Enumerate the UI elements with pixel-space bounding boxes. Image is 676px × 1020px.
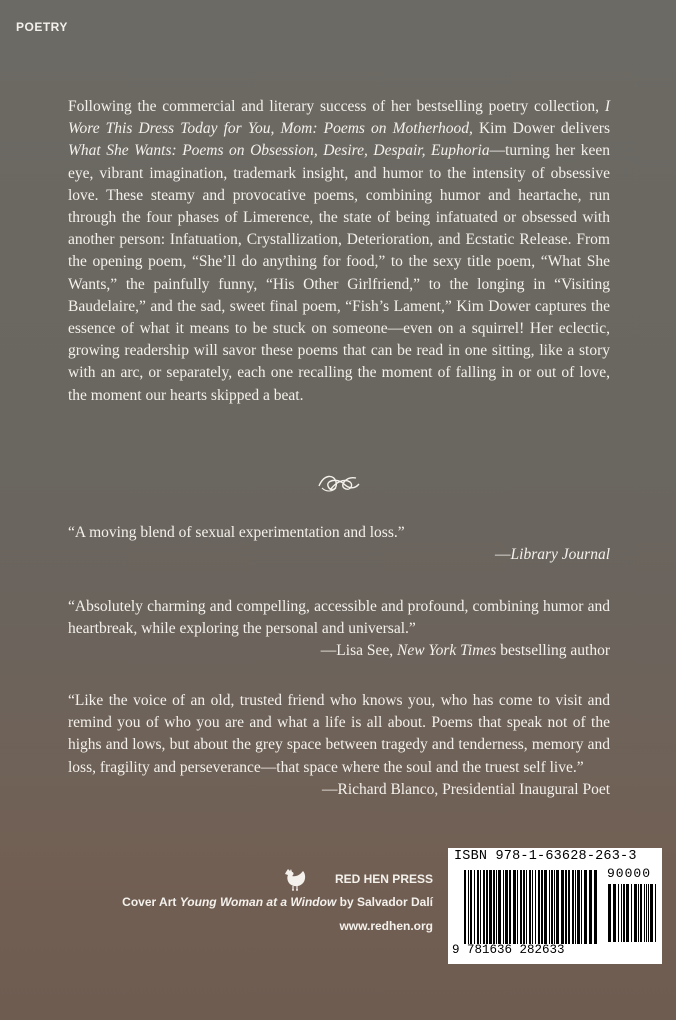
barcode-bar	[532, 870, 533, 944]
barcode-bar	[618, 884, 619, 942]
cover-art-title: Young Woman at a Window	[179, 895, 337, 909]
quote-attribution	[68, 544, 610, 566]
barcode-bar	[486, 870, 488, 944]
barcode-bar	[613, 884, 616, 942]
quote-text: “A moving blend of sexual experimentation and loss.”	[68, 524, 405, 541]
barcode-bar	[568, 870, 570, 944]
quote-text: “Like the voice of an old, trusted friend who knows you, who has come to visit and remind you of who you are and what a life is all about. Poems that speak not of the highs and lows, but about the grey space between tragedy and tenderness, memory and loss, fragility and perseverance—that space where the soul and the truest self live.”	[68, 692, 610, 776]
barcode-bar	[541, 870, 543, 944]
publisher-website: www.redhen.org	[339, 919, 433, 933]
barcode-bar	[623, 884, 625, 942]
barcode-bar	[474, 870, 475, 944]
barcode-bar	[648, 884, 649, 942]
back-cover-blurb	[68, 96, 610, 407]
barcode-bar	[509, 870, 511, 944]
barcode-bar	[544, 870, 547, 944]
barcode-bar	[561, 870, 564, 944]
isbn-barcode	[448, 848, 662, 964]
barcode-bar	[626, 884, 629, 942]
book-title-motherhood: I Wore This Dress Today for You, Mom: Poems on Motherhood	[68, 98, 610, 138]
barcode-bar	[556, 870, 559, 944]
publisher-name: RED HEN PRESS	[334, 872, 433, 886]
barcode-bar	[468, 870, 469, 944]
barcode-bar	[640, 884, 642, 942]
barcode-bar	[535, 870, 536, 944]
barcode-bar	[646, 884, 647, 942]
barcode-bar	[594, 870, 597, 944]
barcode-bar	[644, 884, 645, 942]
review-quote-library-journal	[68, 522, 610, 566]
barcode-bar	[638, 884, 639, 942]
attr-prefix: —	[495, 546, 511, 564]
barcode-bar	[489, 870, 492, 944]
barcode-bar	[505, 870, 508, 944]
blurb-paragraph	[68, 96, 610, 407]
barcode-bar	[631, 884, 632, 942]
barcode-bar	[480, 870, 481, 944]
barcode-bar	[577, 870, 580, 944]
red-hen-logo-icon	[282, 866, 308, 892]
review-quote-richard-blanco	[68, 690, 610, 801]
ean-digits: 9 781636 282633	[452, 943, 565, 957]
barcode-bar	[551, 870, 553, 944]
barcode-bar	[517, 870, 518, 944]
price-code: 90000	[607, 866, 652, 881]
genre-label: POETRY	[16, 20, 68, 34]
barcode-bar	[554, 870, 555, 944]
isbn-number: ISBN 978-1-63628-263-3	[454, 849, 637, 864]
barcode-bar	[523, 870, 525, 944]
barcode-bar	[572, 870, 574, 944]
attr-source: Library Journal	[510, 546, 610, 564]
barcode-bar	[513, 870, 516, 944]
barcode-bar	[503, 870, 504, 944]
barcode-bar	[634, 884, 637, 942]
attr-prefix: —Richard Blanco, Presidential Inaugural Poet	[322, 780, 610, 798]
cover-art-prefix: Cover Art	[122, 895, 180, 909]
barcode-bar	[464, 870, 466, 944]
barcode-bar	[655, 884, 656, 942]
review-quote-lisa-see	[68, 596, 610, 663]
barcode-bar	[650, 884, 653, 942]
barcode-bar	[520, 870, 522, 944]
price-barcode-bars	[608, 884, 656, 948]
barcode-bar	[581, 870, 582, 944]
barcode-bar	[496, 870, 497, 944]
blurb-mid: , Kim Dower delivers	[469, 120, 610, 138]
barcode-bar	[608, 884, 611, 942]
barcode-bar	[589, 870, 592, 944]
barcode-bar	[538, 870, 540, 944]
barcode-bar	[529, 870, 531, 944]
blurb-intro: Following the commercial and literary success of her bestselling poetry collection,	[68, 98, 605, 115]
barcode-bar	[575, 870, 576, 944]
barcode-bar	[477, 870, 479, 944]
attr-prefix: —Lisa See,	[320, 642, 397, 660]
barcode-bar	[483, 870, 485, 944]
ean-barcode-bars	[464, 870, 598, 944]
barcode-bar	[498, 870, 501, 944]
quote-attribution	[68, 779, 610, 801]
cover-art-credit	[122, 895, 433, 909]
cover-art-artist: by Salvador Dalí	[336, 895, 433, 909]
barcode-bar	[549, 870, 550, 944]
barcode-bar	[584, 870, 587, 944]
attr-source: New York Times	[397, 642, 497, 660]
book-title-what-she-wants: What She Wants: Poems on Obsession, Desire, Despair, Euphoria	[68, 142, 490, 160]
barcode-bar	[565, 870, 567, 944]
fleuron-ornament-icon	[316, 470, 362, 496]
attr-suffix: bestselling author	[496, 642, 610, 660]
barcode-bar	[621, 884, 622, 942]
blurb-rest: —turning her keen eye, vibrant imagination, trademark insight, and humor to the intensity of obsessive love. These steamy and provocative poems, combining humor and heartache, run through the four phases of Limerence, the state of being infatuated or obsessed with another person: Infatuation, Crystallization, Deterioration, and Ecstatic Release. From the opening poem, “She’ll do anything for food,” to the sexy title poem, “What She Wants,” the painfully funny, “His Other Girlfriend,” to the longing in “Visiting Baudelaire,” and the sad, sweet final poem, “Fish’s Lament,” Kim Dower captures the essence of what it means to be stuck on someone—even on a squirrel! Her eclectic, growing readership will savor these poems that can be read in one sitting, like a story with an arc, or separately, each one recalling the moment of falling in or out of love, the moment our hearts skipped a beat.	[68, 142, 610, 404]
barcode-bar	[526, 870, 527, 944]
barcode-bar	[493, 870, 495, 944]
quote-attribution	[68, 640, 610, 662]
quote-text: “Absolutely charming and compelling, accessible and profound, combining humor and heartbreak, while exploring the personal and universal.”	[68, 598, 610, 638]
barcode-bar	[470, 870, 472, 944]
